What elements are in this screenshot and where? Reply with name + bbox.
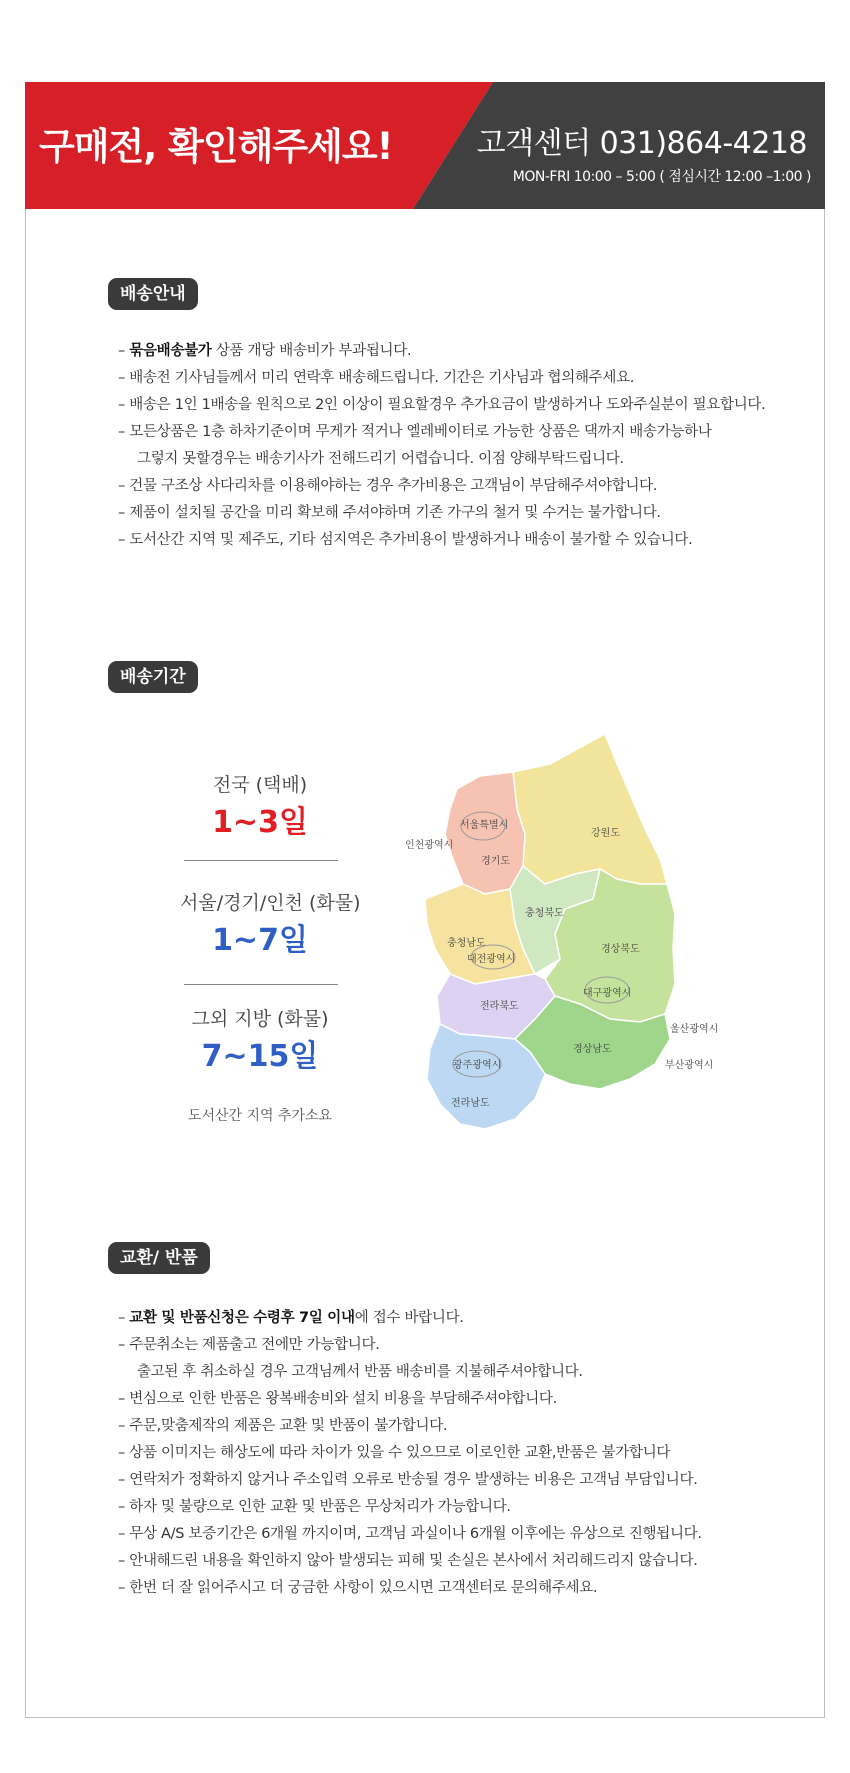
list-item: – 묶음배송불가 상품 개당 배송비가 부과됩니다. — [118, 343, 412, 359]
map-label-ulsan: 울산광역시 — [670, 1024, 719, 1035]
header-banner — [25, 82, 825, 209]
list-item: – 제품이 설치될 공간을 미리 확보해 주셔야하며 기존 가구의 철거 및 수거는 불가합니다. — [118, 505, 661, 521]
map-label-daegu: 대구광역시 — [583, 988, 632, 999]
list-item: – 교환 및 반품신청은 수령후 7일 이내에 접수 바랍니다. — [118, 1310, 464, 1326]
list-item: – 건물 구조상 사다리차를 이용해야하는 경우 추가비용은 고객님이 부담해주셔야합니다. — [118, 478, 658, 494]
list-item: – 변심으로 인한 반품은 왕복배송비와 설치 비용을 부담해주셔야합니다. — [118, 1391, 557, 1407]
list-item: 출고된 후 취소하실 경우 고객님께서 반품 배송비를 지불해주셔야합니다. — [137, 1364, 583, 1380]
delivery-label: 그외 지방 (화물) — [191, 1008, 329, 1030]
map-label-chungnam: 충청남도 — [447, 938, 486, 949]
map-region-gangwon — [513, 734, 667, 884]
map-label-daejeon: 대전광역시 — [467, 954, 516, 965]
delivery-label: 전국 (택배) — [212, 774, 308, 796]
list-item: – 하자 및 불량으로 인한 교환 및 반품은 무상처리가 가능합니다. — [118, 1499, 511, 1515]
divider — [184, 984, 338, 985]
delivery-days: 7~15일 — [201, 1039, 319, 1074]
map-label-gyeongnam: 경상남도 — [573, 1044, 612, 1055]
list-item: – 연락처가 정확하지 않거나 주소입력 오류로 반송될 경우 발생하는 비용은 고객님 부담입니다. — [118, 1472, 698, 1488]
list-item: – 무상 A/S 보증기간은 6개월 까지이며, 고객님 과실이나 6개월 이후에는 유상으로 진행됩니다. — [118, 1526, 702, 1542]
map-label-gyeongbuk: 경상북도 — [601, 944, 640, 955]
business-hours: MON-FRI 10:00 – 5:00 ( 점심시간 12:00 –1:00 ) — [512, 169, 811, 185]
list-item: – 한번 더 잘 읽어주시고 더 궁금한 사항이 있으시면 고객센터로 문의해주세요. — [118, 1580, 598, 1596]
list-item: – 주문취소는 제품출고 전에만 가능합니다. — [118, 1337, 380, 1353]
delivery-entry-regional — [180, 1004, 340, 1075]
list-item: – 배송은 1인 1배송을 원칙으로 2인 이상이 필요할경우 추가요금이 발생하거나 도와주실분이 필요합니다. — [118, 397, 766, 413]
list-item: – 배송전 기사님들께서 미리 연락후 배송해드립니다. 기간은 기사님과 협의해주세요. — [118, 370, 635, 386]
delivery-period-badge: 배송기간 — [108, 661, 198, 693]
map-label-gyeonggi: 경기도 — [481, 856, 510, 867]
korea-map — [405, 734, 725, 1200]
list-item: – 상품 이미지는 해상도에 따라 차이가 있을 수 있으므로 이로인한 교환,반품은 불가합니다 — [118, 1445, 671, 1461]
map-label-chungbuk: 충청북도 — [525, 908, 564, 919]
list-item: – 주문,맞춤제작의 제품은 교환 및 반품이 불가합니다. — [118, 1418, 448, 1434]
shipping-info-list — [118, 338, 765, 554]
list-item: – 도서산간 지역 및 제주도, 기타 섬지역은 추가비용이 발생하거나 배송이 불가할 수 있습니다. — [118, 532, 693, 548]
map-label-busan: 부산광역시 — [665, 1060, 714, 1071]
map-label-gangwon: 강원도 — [591, 828, 620, 839]
shipping-info-badge: 배송안내 — [108, 278, 198, 310]
map-label-incheon: 인천광역시 — [405, 840, 454, 851]
customer-center-phone: 고객센터 031)864-4218 — [476, 126, 807, 161]
page-title: 구매전, 확인해주세요! — [39, 125, 393, 168]
map-label-seoul: 서울특별시 — [460, 820, 509, 831]
returns-list — [118, 1305, 702, 1602]
map-label-jeonnam: 전라남도 — [451, 1098, 490, 1109]
delivery-days: 1~7일 — [212, 923, 308, 958]
map-region-gyeonggi — [445, 772, 525, 894]
delivery-entry-nationwide — [180, 770, 340, 841]
delivery-label: 서울/경기/인천 (화물) — [180, 892, 361, 914]
delivery-entry-capital — [180, 888, 361, 959]
list-item: – 안내해드린 내용을 확인하지 않아 발생되는 피해 및 손실은 본사에서 처리해드리지 않습니다. — [118, 1553, 698, 1569]
returns-badge: 교환/ 반품 — [108, 1242, 210, 1274]
list-item: 그렇지 못할경우는 배송기사가 전해드리기 어렵습니다. 이점 양해부탁드립니다. — [137, 451, 624, 467]
remote-area-note: 도서산간 지역 추가소요 — [187, 1108, 333, 1124]
map-label-gwangju: 광주광역시 — [453, 1060, 502, 1071]
divider — [184, 860, 338, 861]
list-item: – 모든상품은 1층 하차기준이며 무게가 적거나 엘레베이터로 가능한 상품은 댁까지 배송가능하나 — [118, 424, 712, 440]
map-label-jeonbuk: 전라북도 — [480, 1001, 519, 1012]
delivery-days: 1~3일 — [212, 805, 308, 840]
